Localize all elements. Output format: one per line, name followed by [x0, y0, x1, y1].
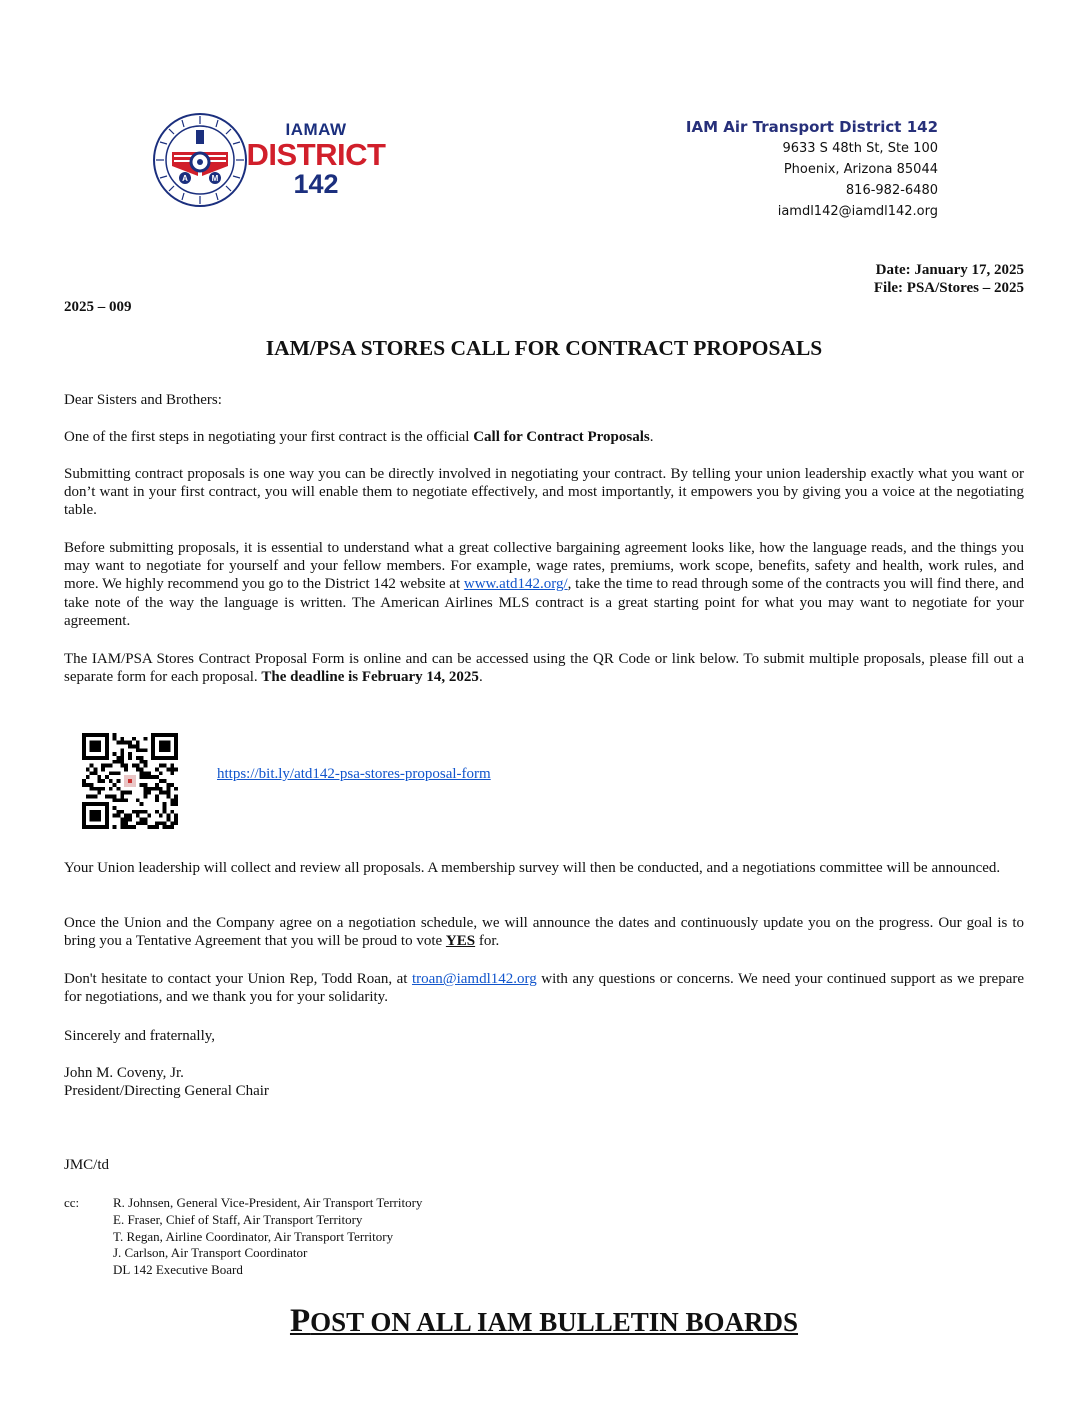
- paragraph-3-end: , take the time to read through some of the contracts you will find there, and take note of the way the language is written. The American Airlines MLS contract is a great starting point for what you may want to negotiate for your agreement.: [64, 576, 1024, 629]
- cc-recipient: E. Fraser, Chief of Staff, Air Transport Territory: [113, 1211, 363, 1227]
- deadline-bold: The deadline is February 14, 2025: [261, 669, 479, 686]
- iamaw-seal-logo: [152, 112, 248, 208]
- org-email: iamdl142@iamdl142.org: [777, 204, 938, 219]
- paragraph-6-end: for.: [475, 933, 500, 950]
- district-website-link[interactable]: www.atd142.org/: [463, 576, 568, 593]
- signer-position: President/Directing General Chair: [64, 1083, 269, 1099]
- paragraph-1-end: .: [649, 429, 654, 445]
- svg-text:M: M: [211, 174, 219, 183]
- salutation: Dear Sisters and Brothers:: [64, 392, 222, 408]
- paragraph-3-text: Before submitting proposals, it is essential to understand what a great collective bargaining agreement looks like, how the language reads, and the things you may want to negotiate for yourself and your fellow members. For example, wage rates, premiums, work scope, benefits, safety and health, work rules, and more. We highly recommend you go to the District 142 website at: [64, 540, 1024, 593]
- paragraph-4: [64, 650, 1024, 686]
- paragraph-7-text: Don't hesitate to contact your Union Rep, Todd Roan, at: [64, 971, 412, 987]
- district-logo-wordmark: [246, 120, 386, 198]
- cc-recipient-list: [113, 1195, 422, 1279]
- page-title: IAM/PSA STORES CALL FOR CONTRACT PROPOSALS: [265, 336, 823, 360]
- paragraph-6: [64, 914, 1024, 950]
- paragraph-4-end: .: [478, 669, 483, 686]
- union-rep-email-link[interactable]: troan@iamdl142.org: [411, 971, 537, 987]
- call-for-proposals-bold: Call for Contract Proposals: [473, 429, 650, 445]
- letter-number: 2025 – 009: [64, 299, 132, 315]
- footer-first-letter: P: [289, 1303, 311, 1339]
- proposal-form-link[interactable]: https://bit.ly/atd142-psa-stores-proposal-form: [217, 766, 491, 782]
- address-line-1: 9633 S 48th St, Ste 100: [782, 141, 938, 156]
- org-name: IAM Air Transport District 142: [685, 118, 938, 136]
- address-line-2: Phoenix, Arizona 85044: [783, 162, 938, 177]
- paragraph-2: Submitting contract proposals is one way you can be directly involved in negotiating your contract. By telling your union leadership exactly what you want or don’t want in your first contract, you will enable them to negotiate effectively, and most importantly, it empowers you by giving you a voice at the negotiating table.: [64, 466, 1024, 519]
- svg-text:A: A: [182, 174, 188, 183]
- phone-number: 816-982-6480: [845, 183, 938, 198]
- paragraph-3: [64, 539, 1024, 630]
- qr-code: [82, 733, 178, 829]
- date-file-block: [874, 261, 1024, 297]
- closing: Sincerely and fraternally,: [64, 1028, 216, 1044]
- cc-recipient: J. Carlson, Air Transport Coordinator: [113, 1245, 308, 1261]
- cc-recipient: T. Regan, Airline Coordinator, Air Transport Territory: [113, 1228, 394, 1244]
- paragraph-4-text: The IAM/PSA Stores Contract Proposal Form is online and can be accessed using the QR Code or link below. To submit multiple proposals, please fill out a separate form for each proposal.: [64, 651, 1024, 686]
- file-reference: File: PSA/Stores – 2025: [873, 280, 1024, 296]
- paragraph-7-end: with any questions or concerns. We need your continued support as we prepare for negotiations, and we thank you for your solidarity.: [64, 971, 1025, 1006]
- typist-initials: JMC/td: [64, 1157, 110, 1173]
- cc-recipient: DL 142 Executive Board: [113, 1262, 243, 1278]
- paragraph-1: [64, 428, 1024, 446]
- post-notice-footer: [0, 1303, 1088, 1340]
- logo-district-text: DISTRICT: [246, 137, 386, 172]
- paragraph-7: [64, 970, 1024, 1006]
- footer-text: OST ON ALL IAM BULLETIN BOARDS: [310, 1307, 799, 1337]
- logo-iamaw-text: IAMAW: [285, 120, 347, 139]
- yes-emphasis: YES: [445, 933, 476, 950]
- letter-date: Date: January 17, 2025: [875, 262, 1024, 278]
- paragraph-1-text: One of the first steps in negotiating your first contract is the official: [64, 429, 474, 445]
- signer-name: John M. Coveny, Jr.: [64, 1065, 184, 1081]
- logo-number-text: 142: [293, 169, 339, 199]
- cc-recipient: R. Johnsen, General Vice-President, Air Transport Territory: [113, 1195, 423, 1210]
- paragraph-5: Your Union leadership will collect and review all proposals. A membership survey will then be conducted, and a negotiations committee will be announced.: [64, 860, 1001, 876]
- organization-address-block: [686, 116, 938, 222]
- paragraph-6-text: Once the Union and the Company agree on a negotiation schedule, we will announce the dates and continuously update you on the progress. Our goal is to bring you a Tentative Agreement that you will be proud to vote: [64, 915, 1024, 950]
- cc-label: cc:: [64, 1195, 80, 1210]
